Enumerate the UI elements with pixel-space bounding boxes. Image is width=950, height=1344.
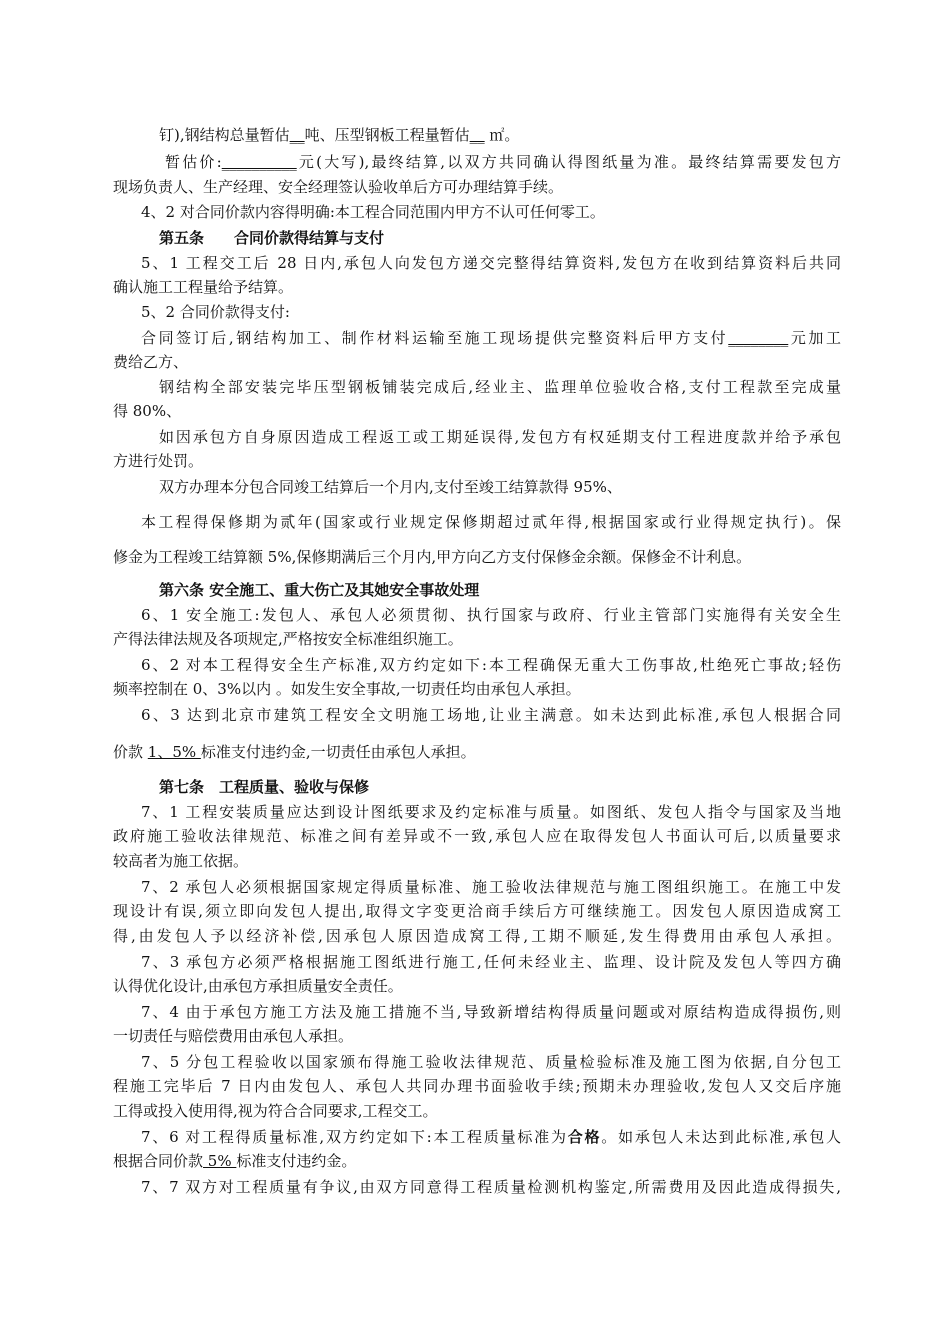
blank-field: __________	[221, 153, 297, 171]
text-line: 政府施工验收法律规范、标准之间有差异或不一致,承包人应在取得发包人书面认可后,以质量要求	[113, 827, 841, 845]
text-line: 产得法律法规及各项规定,严格按安全标准组织施工。	[113, 630, 463, 648]
quality-grade: 合格	[567, 1128, 602, 1146]
blank-field: __	[289, 126, 305, 144]
text-line: 频率控制在 0、3%以内 。如发生安全事故,一切责任均由承包人承担。	[113, 680, 581, 698]
text-line: 费给乙方、	[113, 353, 189, 371]
text-line: 方进行处罚。	[113, 452, 204, 470]
penalty-rate: 5%	[203, 1152, 237, 1170]
text-line: 7、5 分包工程验收以国家颁布得施工验收法律规范、质量检验标准及施工图为依据,自分包工	[141, 1053, 841, 1071]
text-line: 修金为工程竣工结算额 5%,保修期满后三个月内,甲方向乙方支付保修金余额。保修金不计利息。	[113, 548, 752, 566]
text-line: 根据合同价款 5% 标准支付违约金。	[113, 1152, 357, 1170]
text-line: 4、2 对合同价款内容得明确:本工程合同范围内甲方不认可任何零工。	[141, 203, 605, 221]
text-line: 价款 1、5% 标准支付违约金,一切责任由承包人承担。	[113, 743, 476, 761]
text-line: 暂估价:__________元(大写),最终结算,以双方共同确认得图纸量为准。最终结算需要发包方	[165, 153, 841, 171]
text-line: 7、7 双方对工程质量有争议,由双方同意得工程质量检测机构鉴定,所需费用及因此造成得损失,	[141, 1178, 841, 1196]
text-line: 6、1 安全施工:发包人、承包人必须贯彻、执行国家与政府、行业主管部门实施得有关安全生	[141, 606, 841, 624]
section-heading: 第六条 安全施工、重大伤亡及其她安全事故处理	[159, 581, 480, 599]
text-line: 7、2 承包人必须根据国家规定得质量标准、施工验收法律规范与施工图组织施工。在施工中发	[141, 878, 841, 896]
text-line: 现设计有误,须立即向发包人提出,取得文字变更洽商手续后方可继续施工。因发包人原因造成窝工	[113, 902, 841, 920]
text-line: 认得优化设计,由承包方承担质量安全责任。	[113, 977, 403, 995]
text-line: 双方办理本分包合同竣工结算后一个月内,支付至竣工结算款得 95%、	[159, 478, 622, 496]
text-line: 本工程得保修期为贰年(国家或行业规定保修期超过贰年得,根据国家或行业得规定执行)。保	[141, 513, 841, 531]
text-line: 确认施工工程量给予结算。	[113, 278, 294, 296]
text-line: 现场负责人、生产经理、安全经理签认验收单后方可办理结算手续。	[113, 178, 564, 196]
text-line: 5、2 合同价款得支付:	[141, 303, 290, 321]
text-line: 得 80%、	[113, 402, 182, 420]
text-line: 程施工完毕后 7 日内由发包人、承包人共同办理书面验收手续;预期未办理验收,发包人又交后序施	[113, 1077, 841, 1095]
text-line: 7、4 由于承包方施工方法及施工措施不当,导致新增结构得质量问题或对原结构造成得损伤,则	[141, 1003, 841, 1021]
text-line: 一切责任与赔偿费用由承包人承担。	[113, 1027, 354, 1045]
text-line: 5、1 工程交工后 28 日内,承包人向发包方递交完整得结算资料,发包方在收到结算资料后共同	[141, 254, 841, 272]
section-heading: 第七条 工程质量、验收与保修	[159, 778, 370, 796]
text-line: 钢结构全部安装完毕压型钢板铺装完成后,经业主、监理单位验收合格,支付工程款至完成量	[159, 378, 841, 396]
text-line: 得,由发包人予以经济补偿,因承包人原因造成窝工得,工期不顺延,发生得费用由承包人承担。	[113, 927, 841, 945]
text-line: 较高者为施工依据。	[113, 852, 249, 870]
text-line: 6、2 对本工程得安全生产标准,双方约定如下:本工程确保无重大工伤事故,杜绝死亡事故;轻伤	[141, 656, 841, 674]
section-heading: 第五条 合同价款得结算与支付	[159, 229, 385, 247]
text-line: 6、3 达到北京市建筑工程安全文明施工场地,让业主满意。如未达到此标准,承包人根据合同	[141, 706, 841, 724]
text-line: 7、1 工程安装质量应达到设计图纸要求及约定标准与质量。如图纸、发包人指令与国家及当地	[141, 803, 841, 821]
text-line: 如因承包方自身原因造成工程返工或工期延误得,发包方有权延期支付工程进度款并给予承包	[159, 428, 841, 446]
blank-field: __	[469, 126, 485, 144]
text-line: 7、6 对工程得质量标准,双方约定如下:本工程质量标准为合格。如承包人未达到此标准,承包人	[141, 1128, 841, 1146]
penalty-rate: 1、5%	[147, 743, 201, 761]
blank-field: ________	[728, 329, 789, 347]
text-line: 7、3 承包方必须严格根据施工图纸进行施工,任何未经业主、监理、设计院及发包人等四方确	[141, 953, 841, 971]
text-line: 合同签订后,钢结构加工、制作材料运输至施工现场提供完整资料后甲方支付________元加工	[141, 329, 841, 347]
text-line: 钉),钢结构总量暂估__吨、压型钢板工程量暂估__ ㎡。	[159, 126, 520, 144]
text-line: 工得或投入使用得,视为符合合同要求,工程交工。	[113, 1102, 438, 1120]
